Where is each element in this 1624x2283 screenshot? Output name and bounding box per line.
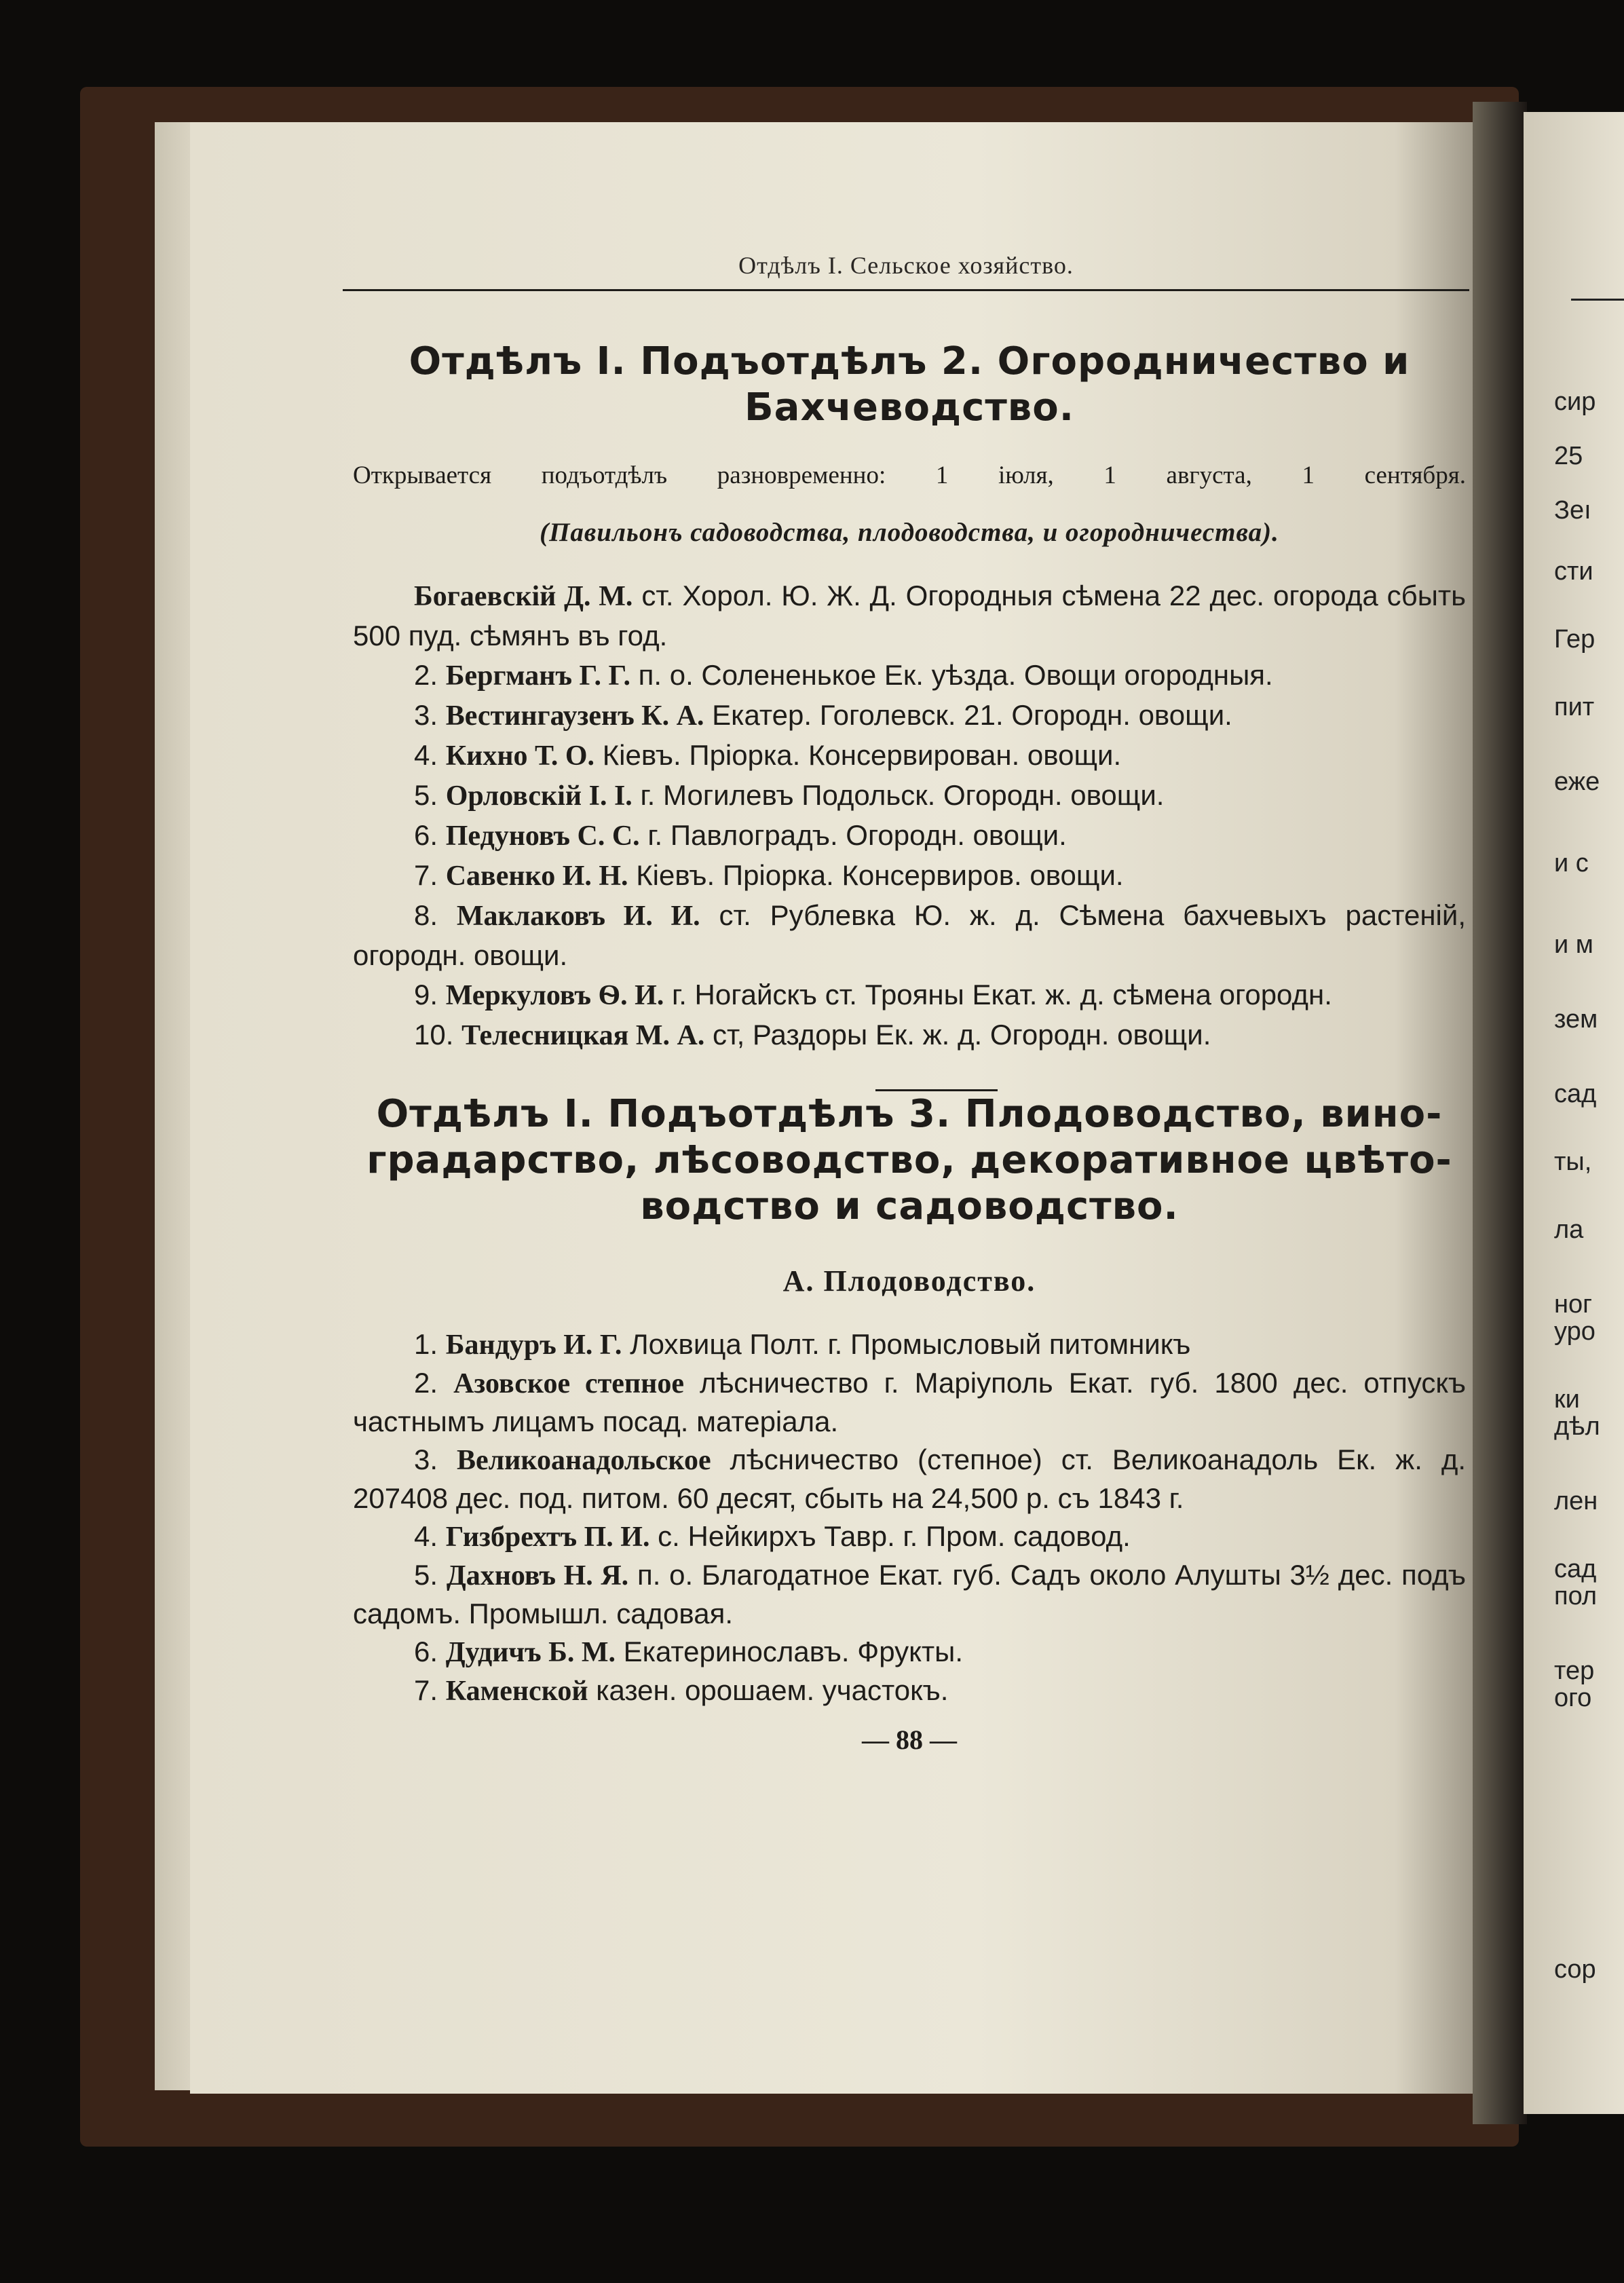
list-item: 1. Бандуръ И. Г. Лохвица Полт. г. Промысловый питомникъ <box>414 1328 1191 1361</box>
list-item: 6. Педуновъ С. С. г. Павлоградъ. Огородн. овощи. <box>414 819 1067 852</box>
exhibitor-name: Вестингаузенъ К. А. <box>445 700 704 732</box>
list-item: 7. Каменской казен. орошаем. участокъ. <box>414 1674 949 1707</box>
exhibitor-name: Орловскій I. I. <box>445 780 632 812</box>
exhibitor-details: п. о. Солененькое Ек. уѣзда. Овощи огородныя. <box>630 659 1273 691</box>
right-page-fragment-text: сир <box>1554 388 1596 416</box>
right-page-rule <box>1571 299 1624 301</box>
header-rule <box>343 289 1469 291</box>
pavilion-note: (Павильонъ садоводства, плодоводства, и огородничества). <box>540 518 1279 547</box>
list-item: 4. Кихно Т. О. Кіевъ. Пріорка. Консервирован. овощи. <box>414 739 1122 772</box>
exhibitor-details: Лохвица Полт. г. Промысловый питомникъ <box>622 1328 1191 1360</box>
exhibitor-name: Кихно Т. О. <box>445 740 595 772</box>
exhibitor-name: Бандуръ И. Г. <box>445 1329 622 1361</box>
list-item: 4. Гизбрехтъ П. И. с. Нейкирхъ Тавр. г. Пром. садовод. <box>414 1520 1131 1553</box>
section-title-line: Бахчеводство. <box>744 385 1074 430</box>
exhibitor-details: Екатер. Гоголевск. 21. Огородн. овощи. <box>704 699 1232 731</box>
section-divider <box>875 1089 998 1091</box>
exhibitor-details: Екатеринославъ. Фрукты. <box>615 1636 964 1667</box>
exhibitor-name: Дудичъ Б. М. <box>445 1637 616 1668</box>
right-page-fragment-text: и м <box>1554 930 1593 959</box>
exhibitor-name: Педуновъ С. С. <box>445 820 640 852</box>
exhibitor-details: г. Могилевъ Подольск. Огородн. овощи. <box>632 779 1165 811</box>
right-page-fragment-text: ты, <box>1554 1148 1592 1176</box>
page-content <box>353 251 1466 1756</box>
right-page-fragment-text: сти <box>1554 557 1593 586</box>
section-title-2 <box>353 339 1466 431</box>
list-item: 5. Орловскій I. I. г. Могилевъ Подольск. Огородн. овощи. <box>414 779 1165 812</box>
list-item: 3. Великоанадольское лѣсничество (степное) ст. Великоанадоль Ек. ж. д. 207408 дес. под. питом. 60 десят, сбыть на 24,500 р. съ 1843 г. <box>353 1444 1466 1514</box>
right-page-fragment-text: и с <box>1554 849 1589 878</box>
exhibitor-name: Савенко И. Н. <box>445 861 628 892</box>
exhibitor-name: Каменской <box>445 1676 588 1707</box>
exhibitor-details: с. Нейкирхъ Тавр. г. Пром. садовод. <box>649 1520 1131 1552</box>
section-title-line: водство и садоводство. <box>640 1184 1179 1228</box>
exhibitor-name: Маклаковъ И. И. <box>456 901 700 932</box>
list-item: 6. Дудичъ Б. М. Екатеринославъ. Фрукты. <box>414 1636 964 1668</box>
exhibitor-details: п. о. Благодатное Екат. губ. Садъ около Алушты 3½ дес. подъ садомъ. Промышл. садовая. <box>353 1559 1467 1629</box>
right-page-fragment-text: ки <box>1554 1385 1580 1414</box>
list-item: 3. Вестингаузенъ К. А. Екатер. Гоголевск. 21. Огородн. овощи. <box>414 699 1232 732</box>
exhibitor-details: казен. орошаем. участокъ. <box>588 1674 949 1706</box>
book-gutter <box>1473 102 1527 2124</box>
exhibitor-name: Азовское степное <box>453 1368 684 1399</box>
right-page-fragment-text: 25 <box>1554 442 1583 470</box>
subsection-heading: А. Плодоводство. <box>782 1264 1036 1298</box>
section-title-line: Отдѣлъ I. Подъотдѣлъ 3. Плодоводство, вино- <box>376 1092 1443 1136</box>
right-page-fragment-text: дѣл <box>1554 1412 1600 1441</box>
right-page-fragment-text: еже <box>1554 768 1600 796</box>
right-page-fragment-text: сад <box>1554 1555 1597 1583</box>
list-item: 2. Бергманъ Г. Г. п. о. Солененькое Ек. уѣзда. Овощи огородныя. <box>414 659 1273 692</box>
exhibitor-name: Бергманъ Г. Г. <box>445 660 630 692</box>
section-title-line: градарство, лѣсоводство, декоративное цвѣто- <box>366 1138 1452 1182</box>
list-item: 5. Дахновъ Н. Я. п. о. Благодатное Екат. губ. Садъ около Алушты 3½ дес. подъ садомъ. Промышл. садовая. <box>353 1559 1467 1629</box>
exhibitor-details: Кіевъ. Пріорка. Консервиров. овощи. <box>628 859 1124 891</box>
exhibitor-details: ст, Раздоры Ек. ж. д. Огородн. овощи. <box>704 1019 1211 1051</box>
right-page-fragment-text: зем <box>1554 1005 1598 1034</box>
exhibitor-name: Великоанадольское <box>456 1445 711 1476</box>
right-page-fragment-text: Зеı <box>1554 496 1591 525</box>
exhibitor-details: ст. Хорол. Ю. Ж. Д. Огородныя сѣмена 22 дес. огорода сбыть 500 пуд. сѣмянъ въ год. <box>353 580 1467 652</box>
list-item <box>353 576 1466 656</box>
right-page-fragment-text: ого <box>1554 1684 1592 1712</box>
section-title-3 <box>353 1091 1466 1230</box>
exhibitor-details: ст. Рублевка Ю. ж. д. Сѣмена бахчевыхъ растеній, огородн. овощи. <box>353 899 1466 971</box>
exhibitor-details: г. Павлоградъ. Огородн. овощи. <box>639 819 1067 851</box>
list-item: 9. Меркуловъ Ѳ. И. г. Ногайскъ ст. Трояны Екат. ж. д. сѣмена огородн. <box>414 979 1332 1011</box>
right-page-fragment-text: ла <box>1554 1215 1584 1244</box>
section-title-line: Отдѣлъ I. Подъотдѣлъ 2. Огородничество и <box>409 339 1410 383</box>
right-page-fragment-text: пит <box>1554 693 1595 721</box>
exhibitor-details: г. Ногайскъ ст. Трояны Екат. ж. д. сѣмена огородн. <box>664 979 1332 1011</box>
exhibitor-details: Кіевъ. Пріорка. Консервирован. овощи. <box>594 739 1122 771</box>
list-item: 10. Телесницкая М. А. ст, Раздоры Ек. ж. д. Огородн. овощи. <box>414 1019 1211 1051</box>
right-page-fragment-text: сад <box>1554 1080 1597 1108</box>
exhibitor-name: Меркуловъ Ѳ. И. <box>445 980 664 1011</box>
exhibitor-name: Гизбрехтъ П. И. <box>445 1522 650 1553</box>
list-item: 2. Азовское степное лѣсничество г. Маріуполь Екат. губ. 1800 дес. отпускъ частнымъ лицамъ посад. матеріала. <box>353 1367 1466 1437</box>
opening-note: Открывается подъотдѣлъ разновременно: 1 іюля, 1 августа, 1 сентября. <box>353 461 1466 489</box>
right-page-fragment-text: Гер <box>1554 625 1595 654</box>
right-page-fragment-text: лен <box>1554 1487 1598 1515</box>
exhibitor-list-1 <box>353 576 1466 1055</box>
right-page-fragment-text: ног <box>1554 1290 1592 1319</box>
right-page-fragment-text: уро <box>1554 1317 1595 1346</box>
exhibitor-name: Дахновъ Н. Я. <box>446 1560 629 1591</box>
exhibitor-list-2 <box>353 1325 1466 1710</box>
right-page-fragment-text: пол <box>1554 1582 1598 1610</box>
list-item: 7. Савенко И. Н. Кіевъ. Пріорка. Консервиров. овощи. <box>414 859 1124 892</box>
right-page-fragment-text: тер <box>1554 1657 1595 1685</box>
right-page-fragment-text: сор <box>1554 1955 1596 1984</box>
exhibitor-name: Богаевскій Д. М. <box>414 581 633 612</box>
exhibitor-details: лѣсничество (степное) ст. Великоанадоль Ек. ж. д. 207408 дес. под. питом. 60 десят, сбыть на 24,500 р. съ 1843 г. <box>353 1444 1466 1514</box>
exhibitor-name: Телесницкая М. А. <box>461 1020 705 1051</box>
exhibitor-details: лѣсничество г. Маріуполь Екат. губ. 1800 дес. отпускъ частнымъ лицамъ посад. матеріала. <box>353 1367 1466 1437</box>
running-head: Отдѣлъ I. Сельское хозяйство. <box>738 252 1074 279</box>
page-number: — 88 — <box>862 1724 957 1755</box>
list-item: 8. Маклаковъ И. И. ст. Рублевка Ю. ж. д. Сѣмена бахчевыхъ растеній, огородн. овощи. <box>353 899 1466 971</box>
